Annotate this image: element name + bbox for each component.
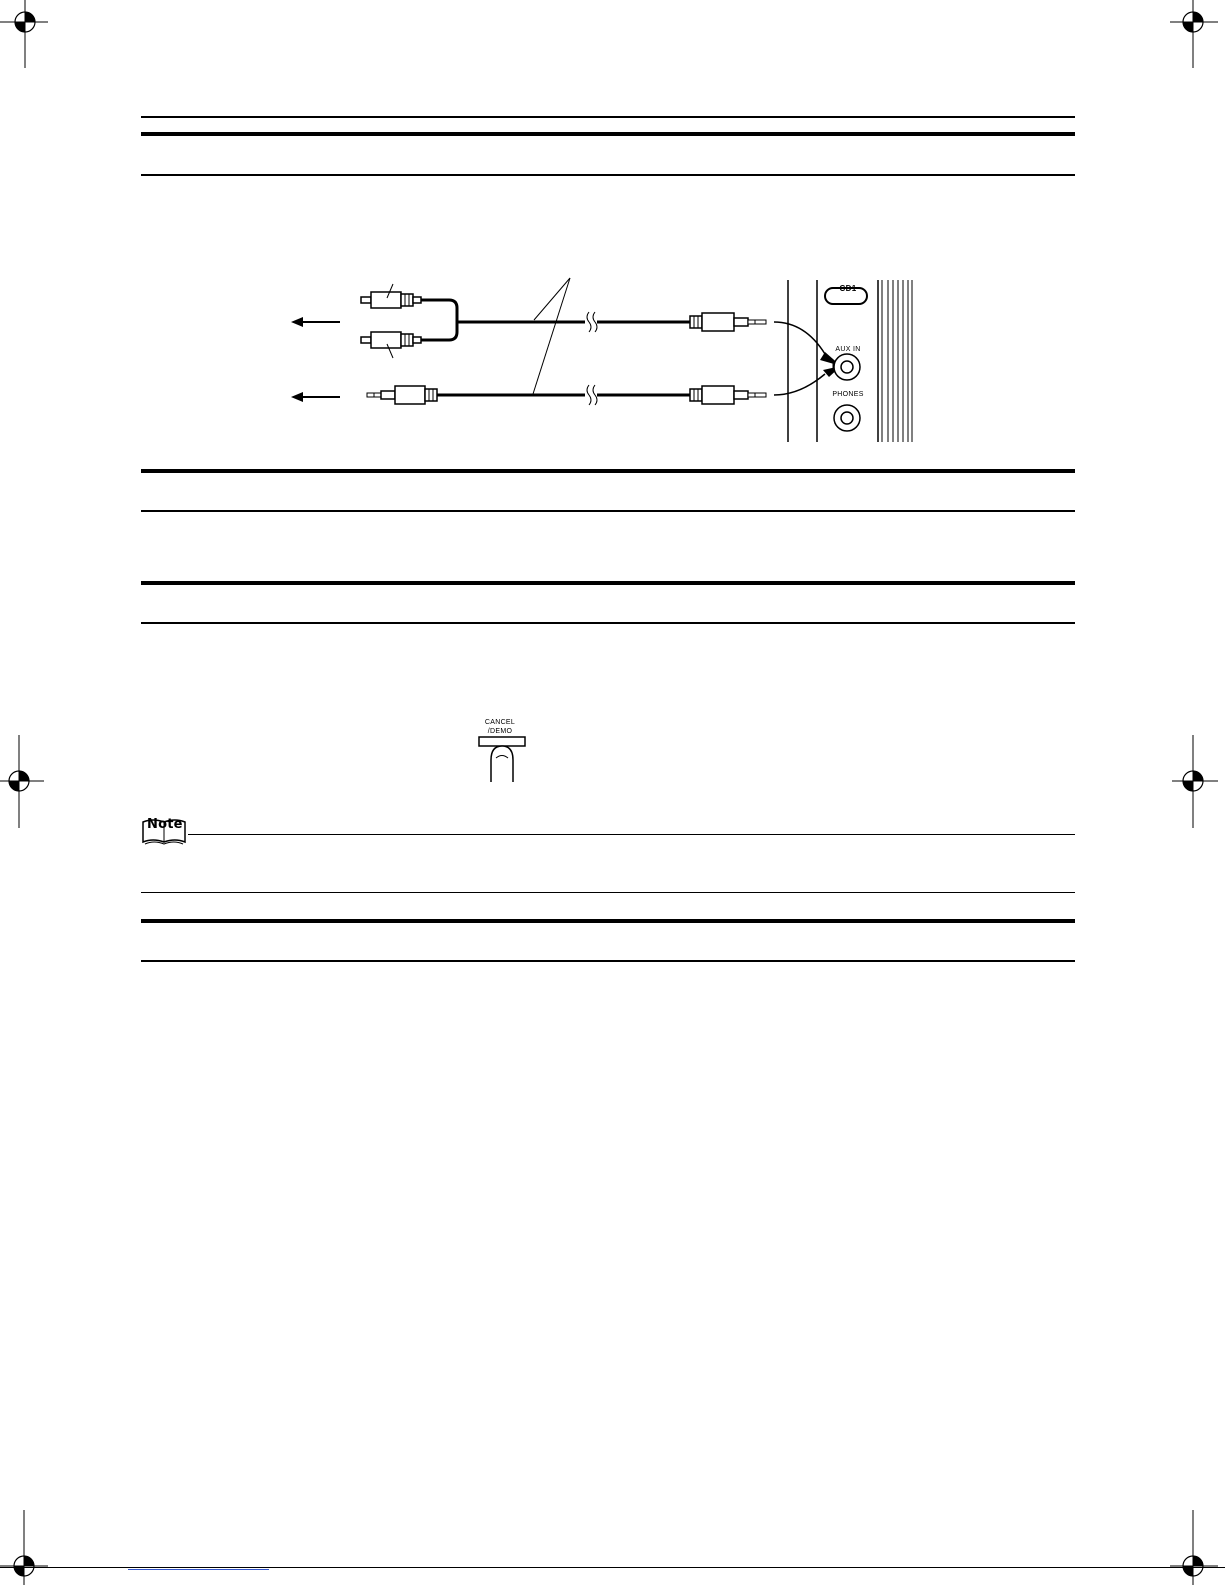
registration-mark-mid-right xyxy=(1170,735,1220,830)
registration-mark-top-left xyxy=(0,0,50,70)
aux-in-label: AUX IN xyxy=(835,346,861,353)
section-rule-top xyxy=(141,116,1075,118)
bottom-trim-line xyxy=(0,1567,1225,1568)
rca-plug-bottom xyxy=(361,332,421,358)
section-rule xyxy=(141,510,1075,512)
registration-mark-bottom-right xyxy=(1170,1510,1220,1585)
finger-press-icon xyxy=(491,746,513,782)
cancel-demo-button xyxy=(474,736,530,786)
section-rule xyxy=(141,892,1075,893)
arrow-left-icon xyxy=(291,317,340,327)
section-header-rule xyxy=(141,469,1075,473)
mini-plug-bottom-right xyxy=(690,386,766,404)
section-header-rule xyxy=(141,132,1075,136)
cd-slot-label: CD1 xyxy=(839,284,857,293)
registration-mark-mid-left xyxy=(0,735,50,830)
note-rule xyxy=(188,834,1075,835)
section-rule xyxy=(141,960,1075,962)
arrow-left-icon xyxy=(291,392,340,402)
rca-plug-top xyxy=(361,284,421,308)
aux-connection-diagram xyxy=(285,270,935,450)
mini-plug-left xyxy=(367,386,437,404)
section-rule xyxy=(141,622,1075,624)
section-header-rule xyxy=(141,919,1075,923)
footer-underline xyxy=(128,1569,269,1570)
section-header-rule xyxy=(141,581,1075,585)
note-label: Note xyxy=(147,817,183,832)
cancel-demo-label-line2: /DEMO xyxy=(487,728,513,735)
phones-label: PHONES xyxy=(832,391,864,398)
registration-mark-bottom-left xyxy=(0,1510,50,1585)
cancel-demo-label-line1: CANCEL xyxy=(484,719,516,726)
mini-plug-top-right xyxy=(690,313,766,331)
section-rule xyxy=(141,174,1075,176)
registration-mark-top-right xyxy=(1170,0,1220,70)
